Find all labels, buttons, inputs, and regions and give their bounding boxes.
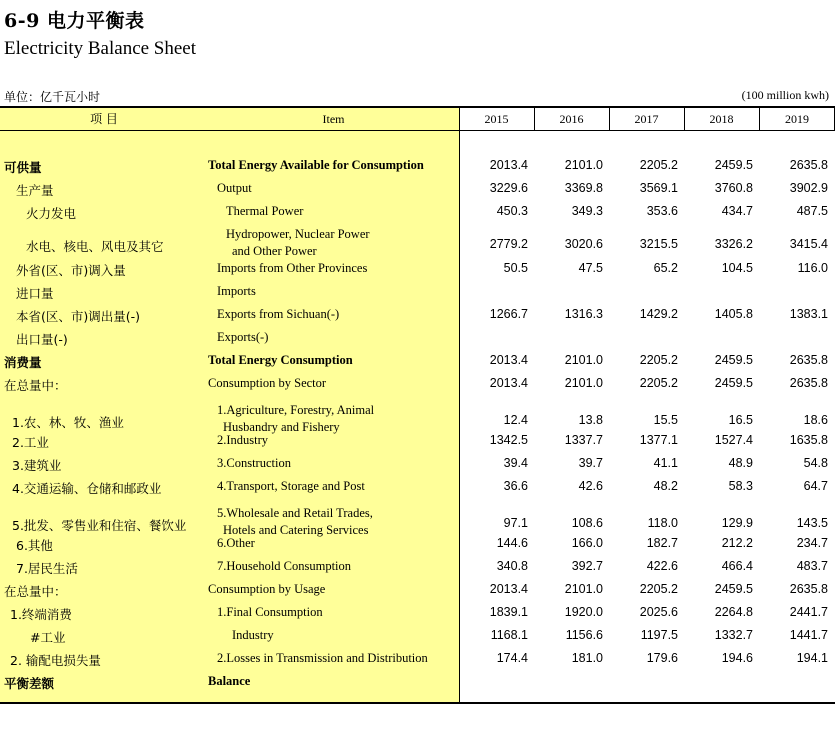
cell-value: 2205.2 xyxy=(639,353,678,367)
header-year: 2017 xyxy=(634,112,659,126)
row-label-en-line: Exports from Sichuan(-) xyxy=(217,307,340,321)
cell-value: 487.5 xyxy=(796,204,828,218)
cell-value: 39.7 xyxy=(578,456,603,470)
page-title-en: Electricity Balance Sheet xyxy=(4,38,197,59)
row-label-en-line: Total Energy Consumption xyxy=(208,353,353,367)
row-label-cn: 1.农、林、牧、渔业 xyxy=(12,415,124,430)
row-label-en xyxy=(208,157,424,174)
cell-value: 1197.5 xyxy=(640,628,678,642)
cell-value: 1168.1 xyxy=(490,628,528,642)
row-label-cn: 出口量(-) xyxy=(16,332,68,347)
cell-value: 3760.8 xyxy=(714,181,753,195)
header-bottom-rule xyxy=(0,130,835,131)
row-label-en xyxy=(217,535,255,552)
row-label-cn: #工业 xyxy=(30,630,66,645)
cell-value: 353.6 xyxy=(646,204,678,218)
row-label-cn: 7.居民生活 xyxy=(16,561,78,576)
cell-value: 1635.8 xyxy=(789,433,828,447)
row-label-cn: 在总量中： xyxy=(4,584,67,599)
cell-value: 2101.0 xyxy=(564,353,603,367)
row-label-en xyxy=(217,180,252,197)
cell-value: 194.6 xyxy=(721,651,753,665)
cell-value: 1383.1 xyxy=(789,307,828,321)
row-label-en-line: Consumption by Sector xyxy=(208,376,327,390)
unit-label-cn: 单位：亿千瓦小时 xyxy=(4,90,101,104)
cell-value: 340.8 xyxy=(496,559,528,573)
cell-value: 2013.4 xyxy=(489,376,528,390)
cell-value: 36.6 xyxy=(503,479,528,493)
cell-value: 1377.1 xyxy=(639,433,678,447)
cell-value: 3326.2 xyxy=(714,237,753,251)
cell-value: 2205.2 xyxy=(639,158,678,172)
header-year: 2018 xyxy=(709,112,734,126)
row-label-en-line: Thermal Power xyxy=(226,204,304,218)
row-label-cn: 4.交通运输、仓储和邮政业 xyxy=(12,481,162,496)
row-label-cn: 2.工业 xyxy=(12,435,49,450)
cell-value: 143.5 xyxy=(796,516,828,530)
cell-value: 104.5 xyxy=(721,261,753,275)
cell-value: 2635.8 xyxy=(789,353,828,367)
row-label-en-line: Output xyxy=(217,181,252,195)
row-label-en xyxy=(226,226,370,260)
row-label-en xyxy=(217,505,373,539)
cell-value: 3415.4 xyxy=(789,237,828,251)
row-label-en-line: 4.Transport, Storage and Post xyxy=(217,479,365,493)
cell-value: 1920.0 xyxy=(564,605,603,619)
cell-value: 212.2 xyxy=(721,536,753,550)
header-year: 2015 xyxy=(484,112,509,126)
row-label-cn: 1.终端消费 xyxy=(10,607,72,622)
header-item-en: Item xyxy=(322,112,345,126)
row-label-en xyxy=(208,352,353,369)
table-bottom-rule xyxy=(0,702,835,704)
cell-value: 108.6 xyxy=(571,516,603,530)
cell-value: 2205.2 xyxy=(639,582,678,596)
row-label-cn: 6.其他 xyxy=(16,538,53,553)
row-label-en-line: Exports(-) xyxy=(217,330,269,344)
row-label-en-line: Imports xyxy=(217,284,256,298)
row-label-en xyxy=(217,283,256,300)
row-label-en xyxy=(217,478,365,495)
row-label-en-line: 6.Other xyxy=(217,536,255,550)
cell-value: 349.3 xyxy=(571,204,603,218)
row-label-en xyxy=(217,306,339,323)
cell-value: 422.6 xyxy=(646,559,678,573)
row-label-cn: 3.建筑业 xyxy=(12,458,62,473)
cell-value: 179.6 xyxy=(646,651,678,665)
row-label-en xyxy=(232,627,274,644)
cell-value: 483.7 xyxy=(796,559,828,573)
row-label-cn: 2. 输配电损失量 xyxy=(10,653,101,668)
header-year: 2019 xyxy=(785,112,809,126)
cell-value: 2459.5 xyxy=(714,376,753,390)
row-label-cn: 在总量中： xyxy=(4,378,67,393)
cell-value: 3020.6 xyxy=(564,237,603,251)
cell-value: 3902.9 xyxy=(789,181,828,195)
row-label-en xyxy=(217,604,323,621)
row-label-en-line: Total Energy Available for Consumption xyxy=(208,158,424,172)
row-label-en-line: 7.Household Consumption xyxy=(217,559,352,573)
cell-value: 65.2 xyxy=(653,261,678,275)
cell-value: 1337.7 xyxy=(564,433,603,447)
cell-value: 41.1 xyxy=(653,456,678,470)
cell-value: 1266.7 xyxy=(489,307,528,321)
row-label-cn: 进口量 xyxy=(16,286,54,301)
row-label-en-line: Husbandry and Fishery xyxy=(223,420,340,434)
cell-value: 2205.2 xyxy=(639,376,678,390)
cell-value: 15.5 xyxy=(653,413,678,427)
cell-value: 2025.6 xyxy=(639,605,678,619)
cell-value: 3215.5 xyxy=(639,237,678,251)
cell-value: 1429.2 xyxy=(639,307,678,321)
cell-value: 392.7 xyxy=(571,559,603,573)
cell-value: 12.4 xyxy=(503,413,528,427)
header-item-cn: 项 目 xyxy=(90,112,118,126)
cell-value: 2101.0 xyxy=(564,376,603,390)
cell-value: 3369.8 xyxy=(564,181,603,195)
cell-value: 182.7 xyxy=(646,536,678,550)
row-label-en xyxy=(217,260,367,277)
header-year: 2016 xyxy=(559,112,584,126)
cell-value: 3229.6 xyxy=(489,181,528,195)
row-label-en xyxy=(208,581,325,598)
cell-value: 54.8 xyxy=(803,456,828,470)
row-label-cn: 水电、核电、风电及其它 xyxy=(26,239,164,254)
cell-value: 2779.2 xyxy=(489,237,528,251)
cell-value: 48.2 xyxy=(653,479,678,493)
row-label-en-line: 1.Final Consumption xyxy=(217,605,323,619)
cell-value: 118.0 xyxy=(647,516,678,530)
row-label-en-line: Hydropower, Nuclear Power xyxy=(226,227,370,241)
balance-table xyxy=(0,106,835,704)
cell-value: 3569.1 xyxy=(639,181,678,195)
cell-value: 466.4 xyxy=(721,559,753,573)
row-label-cn: 消费量 xyxy=(4,355,42,370)
cell-value: 2459.5 xyxy=(714,158,753,172)
row-label-en xyxy=(226,203,303,220)
cell-value: 42.6 xyxy=(578,479,603,493)
cell-value: 1405.8 xyxy=(714,307,753,321)
page-title-cn: 6-9 电力平衡表 xyxy=(4,10,145,32)
cell-value: 129.9 xyxy=(721,516,753,530)
cell-value: 48.9 xyxy=(728,456,753,470)
cell-value: 13.8 xyxy=(578,413,603,427)
cell-value: 97.1 xyxy=(503,516,528,530)
row-label-en-line: 5.Wholesale and Retail Trades, xyxy=(217,506,373,520)
cell-value: 2264.8 xyxy=(714,605,753,619)
cell-value: 39.4 xyxy=(503,456,528,470)
row-label-cn: 5.批发、零售业和住宿、餐饮业 xyxy=(12,518,187,533)
row-label-en-line: and Other Power xyxy=(232,244,317,258)
row-label-en-line: 2.Industry xyxy=(217,433,269,447)
cell-value: 181.0 xyxy=(571,651,603,665)
cell-value: 58.3 xyxy=(728,479,753,493)
cell-value: 2459.5 xyxy=(714,353,753,367)
cell-value: 1316.3 xyxy=(564,307,603,321)
cell-value: 18.6 xyxy=(803,413,828,427)
row-label-en-line: Hotels and Catering Services xyxy=(223,523,369,537)
row-label-en xyxy=(217,329,268,346)
row-label-en xyxy=(208,375,326,392)
row-label-cn: 外省(区、市)调入量 xyxy=(16,263,126,278)
row-label-cn: 可供量 xyxy=(4,160,42,175)
row-label-en-line: 3.Construction xyxy=(217,456,291,470)
cell-value: 2013.4 xyxy=(489,582,528,596)
cell-value: 47.5 xyxy=(578,261,603,275)
cell-value: 2013.4 xyxy=(489,353,528,367)
cell-value: 16.5 xyxy=(728,413,753,427)
row-label-en xyxy=(208,673,250,690)
row-label-en xyxy=(217,558,351,575)
row-label-cn: 平衡差额 xyxy=(4,676,55,691)
row-label-cn: 本省(区、市)调出量(-) xyxy=(16,309,141,324)
row-label-en-line: Consumption by Usage xyxy=(208,582,326,596)
cell-value: 2635.8 xyxy=(789,582,828,596)
row-label-en-line: Balance xyxy=(208,674,251,688)
cell-value: 1342.5 xyxy=(489,433,528,447)
cell-value: 174.4 xyxy=(496,651,528,665)
cell-value: 166.0 xyxy=(571,536,603,550)
row-label-en-line: 1.Agriculture, Forestry, Animal xyxy=(217,403,375,417)
cell-value: 434.7 xyxy=(721,204,753,218)
cell-value: 194.1 xyxy=(796,651,828,665)
cell-value: 50.5 xyxy=(503,261,528,275)
row-label-en-line: Imports from Other Provinces xyxy=(217,261,368,275)
cell-value: 2101.0 xyxy=(564,582,603,596)
cell-value: 1156.6 xyxy=(565,628,603,642)
cell-value: 1527.4 xyxy=(714,433,753,447)
cell-value: 116.0 xyxy=(797,261,828,275)
row-label-en xyxy=(217,402,374,436)
cell-value: 2459.5 xyxy=(714,582,753,596)
row-label-cn: 火力发电 xyxy=(26,206,77,221)
cell-value: 1332.7 xyxy=(714,628,753,642)
row-label-en xyxy=(217,455,291,472)
cell-value: 450.3 xyxy=(496,204,528,218)
row-label-en-line: 2.Losses in Transmission and Distribution xyxy=(217,651,428,665)
cell-value: 2013.4 xyxy=(489,158,528,172)
cell-value: 234.7 xyxy=(796,536,828,550)
row-label-cn: 生产量 xyxy=(16,183,54,198)
row-label-en xyxy=(217,432,268,449)
cell-value: 2441.7 xyxy=(789,605,828,619)
cell-value: 2101.0 xyxy=(564,158,603,172)
cell-value: 2635.8 xyxy=(789,158,828,172)
cell-value: 144.6 xyxy=(496,536,528,550)
cell-value: 2635.8 xyxy=(789,376,828,390)
row-label-en-line: Industry xyxy=(232,628,274,642)
cell-value: 64.7 xyxy=(803,479,828,493)
cell-value: 1441.7 xyxy=(789,628,828,642)
row-label-en xyxy=(217,650,428,667)
unit-label-en: (100 million kwh) xyxy=(741,88,829,102)
cell-value: 1839.1 xyxy=(489,605,528,619)
